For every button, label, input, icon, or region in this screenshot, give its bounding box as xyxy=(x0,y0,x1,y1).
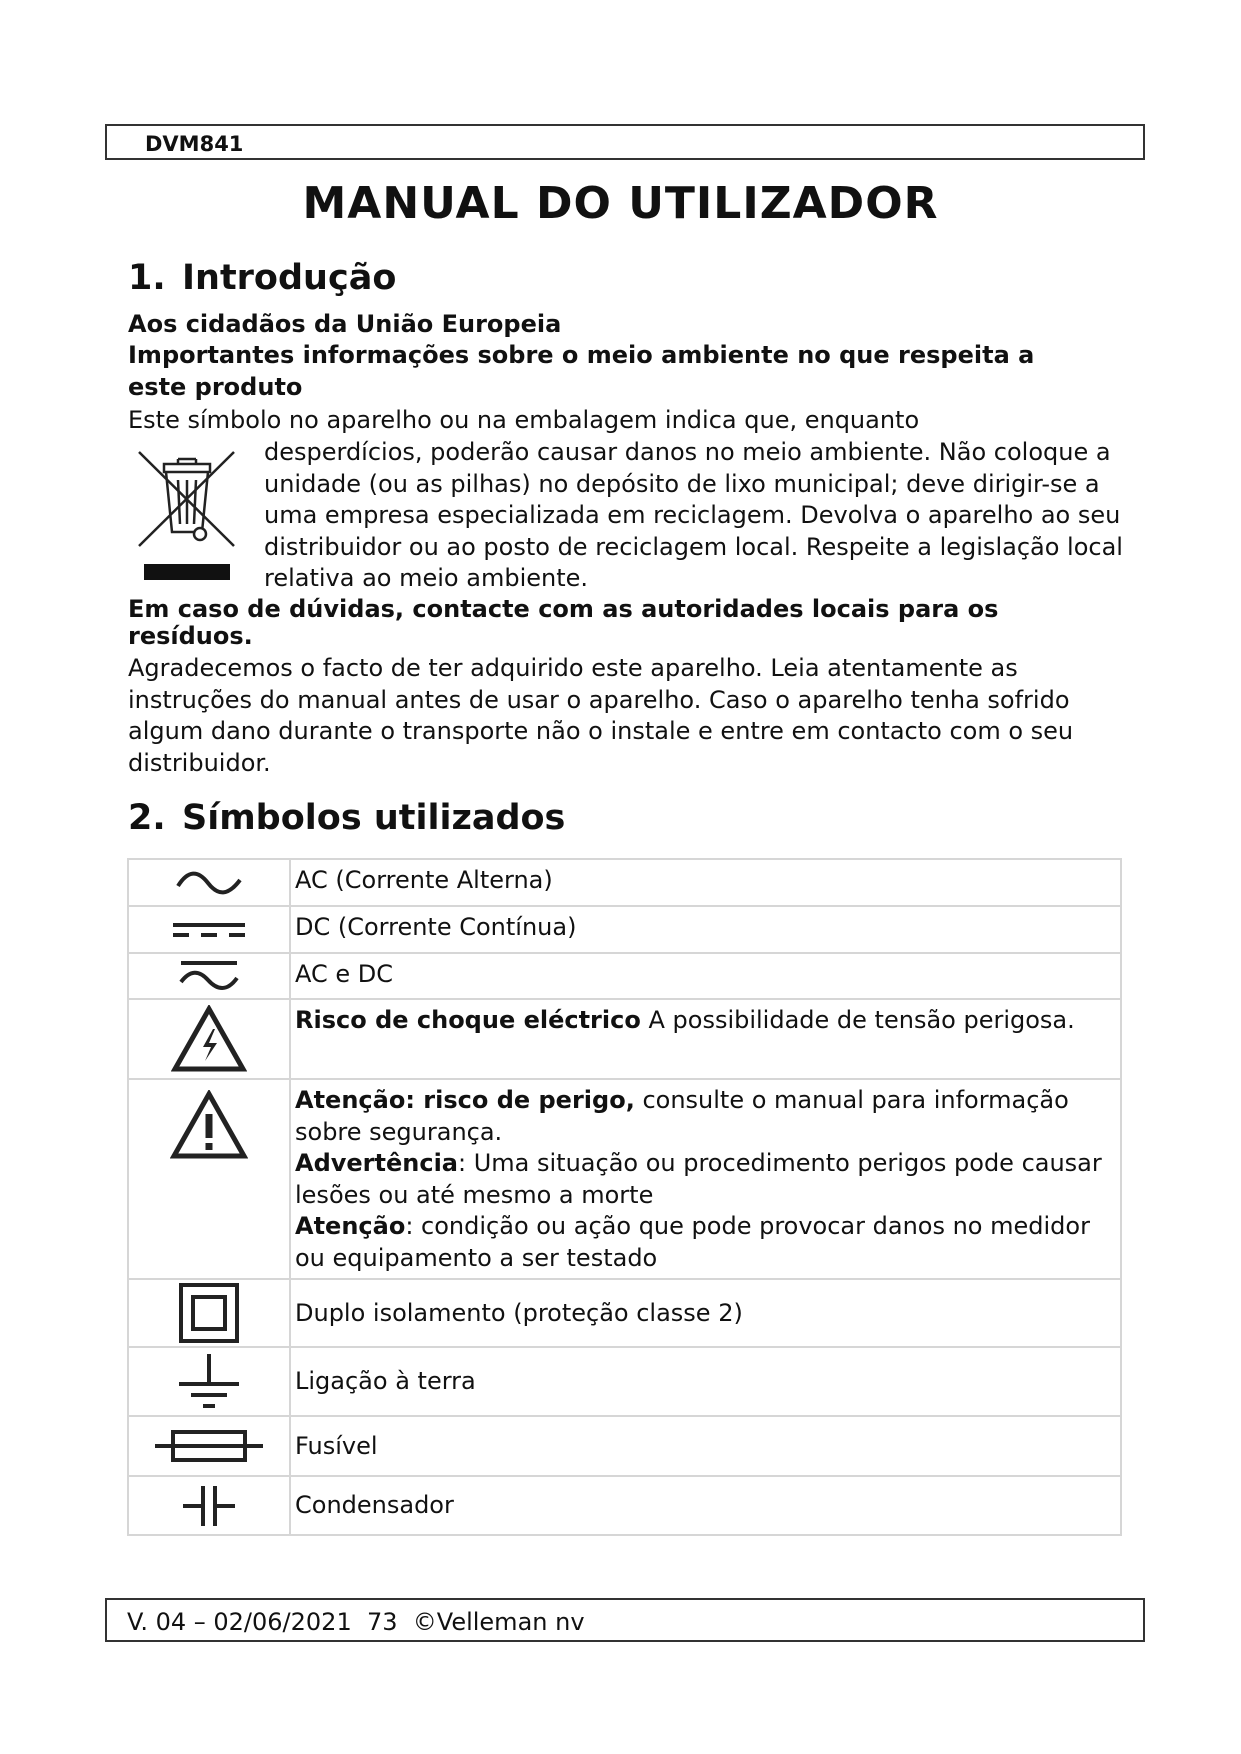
symbol-description: AC e DC xyxy=(290,953,1121,999)
symbol-description: Duplo isolamento (proteção classe 2) xyxy=(290,1279,1121,1347)
header-box xyxy=(105,124,1145,160)
table-row xyxy=(128,1079,1121,1279)
table-row xyxy=(128,906,1121,953)
footer-text: V. 04 – 02/06/2021 73 ©Velleman nv xyxy=(127,1608,585,1636)
footer-box xyxy=(105,1598,1145,1642)
model-name: DVM841 xyxy=(145,132,244,156)
section-heading-symbols xyxy=(128,798,565,838)
ac-sine-icon xyxy=(174,868,244,898)
section-title: Símbolos utilizados xyxy=(182,798,566,838)
table-row xyxy=(128,1347,1121,1416)
table-row xyxy=(128,859,1121,906)
caution-text: consulte o manual para informação sobre segurança. xyxy=(295,1086,1069,1146)
symbol-description: DC (Corrente Contínua) xyxy=(290,906,1121,953)
shock-text: A possibilidade de tensão perigosa. xyxy=(640,1006,1075,1034)
caution-title: Atenção: risco de perigo, xyxy=(295,1086,635,1114)
double-insulation-icon xyxy=(178,1282,240,1344)
attention-text: : condição ou ação que pode provocar danos no medidor ou equipamento a ser testado xyxy=(295,1212,1090,1272)
doubts-note: Em caso de dúvidas, contacte com as autoridades locais para os resíduos. xyxy=(128,595,999,650)
table-row xyxy=(128,1279,1121,1347)
section-number: 2. xyxy=(128,798,166,838)
shock-warning-icon xyxy=(171,1005,247,1073)
symbol-description: Condensador xyxy=(290,1476,1121,1535)
env-heading: Importantes informações sobre o meio ambiente no que respeita a este produto xyxy=(128,341,1035,401)
shock-title: Risco de choque eléctrico xyxy=(295,1006,641,1034)
symbols-table xyxy=(127,858,1122,1536)
warning-title: Advertência xyxy=(295,1149,458,1177)
thanks-paragraph: Agradecemos o facto de ter adquirido este aparelho. Leia atentamente as instruções do manual antes de usar o aparelho. Caso o aparelho tenha sofrido algum dano durante o transporte não o instale e entre em contacto com o seu distribuidor. xyxy=(128,654,1074,777)
weee-text: desperdícios, poderão causar danos no meio ambiente. Não coloque a unidade (ou as pilhas) no depósito de lixo municipal; deve dirigir-se a uma empresa especializada em reciclagem. Devolva o aparelho ao seu distribuidor ou ao posto de reciclagem local. Respeite a legislação local relativa ao meio ambiente. xyxy=(264,438,1123,592)
section-title: Introdução xyxy=(182,258,397,298)
attention-title: Atenção xyxy=(295,1212,406,1240)
capacitor-icon xyxy=(181,1483,237,1529)
symbol-description: Ligação à terra xyxy=(290,1347,1121,1416)
weee-bin-icon xyxy=(136,448,238,588)
dc-icon xyxy=(171,917,247,943)
ground-icon xyxy=(177,1352,241,1412)
symbol-description: Fusível xyxy=(290,1416,1121,1476)
symbol-intro: Este símbolo no aparelho ou na embalagem indica que, enquanto xyxy=(128,406,920,434)
caution-warning-icon xyxy=(170,1090,248,1160)
section-number: 1. xyxy=(128,258,166,298)
fuse-icon xyxy=(153,1426,265,1466)
warning-text: : Uma situação ou procedimento perigos pode causar lesões ou até mesmo a morte xyxy=(295,1149,1102,1209)
ac-dc-icon xyxy=(177,958,241,994)
symbol-description: AC (Corrente Alterna) xyxy=(290,859,1121,906)
table-row xyxy=(128,953,1121,999)
table-row xyxy=(128,999,1121,1079)
table-row xyxy=(128,1476,1121,1535)
table-row xyxy=(128,1416,1121,1476)
eu-heading: Aos cidadãos da União Europeia xyxy=(128,310,562,338)
section-heading-intro xyxy=(128,258,396,298)
page-title: MANUAL DO UTILIZADOR xyxy=(302,178,939,229)
